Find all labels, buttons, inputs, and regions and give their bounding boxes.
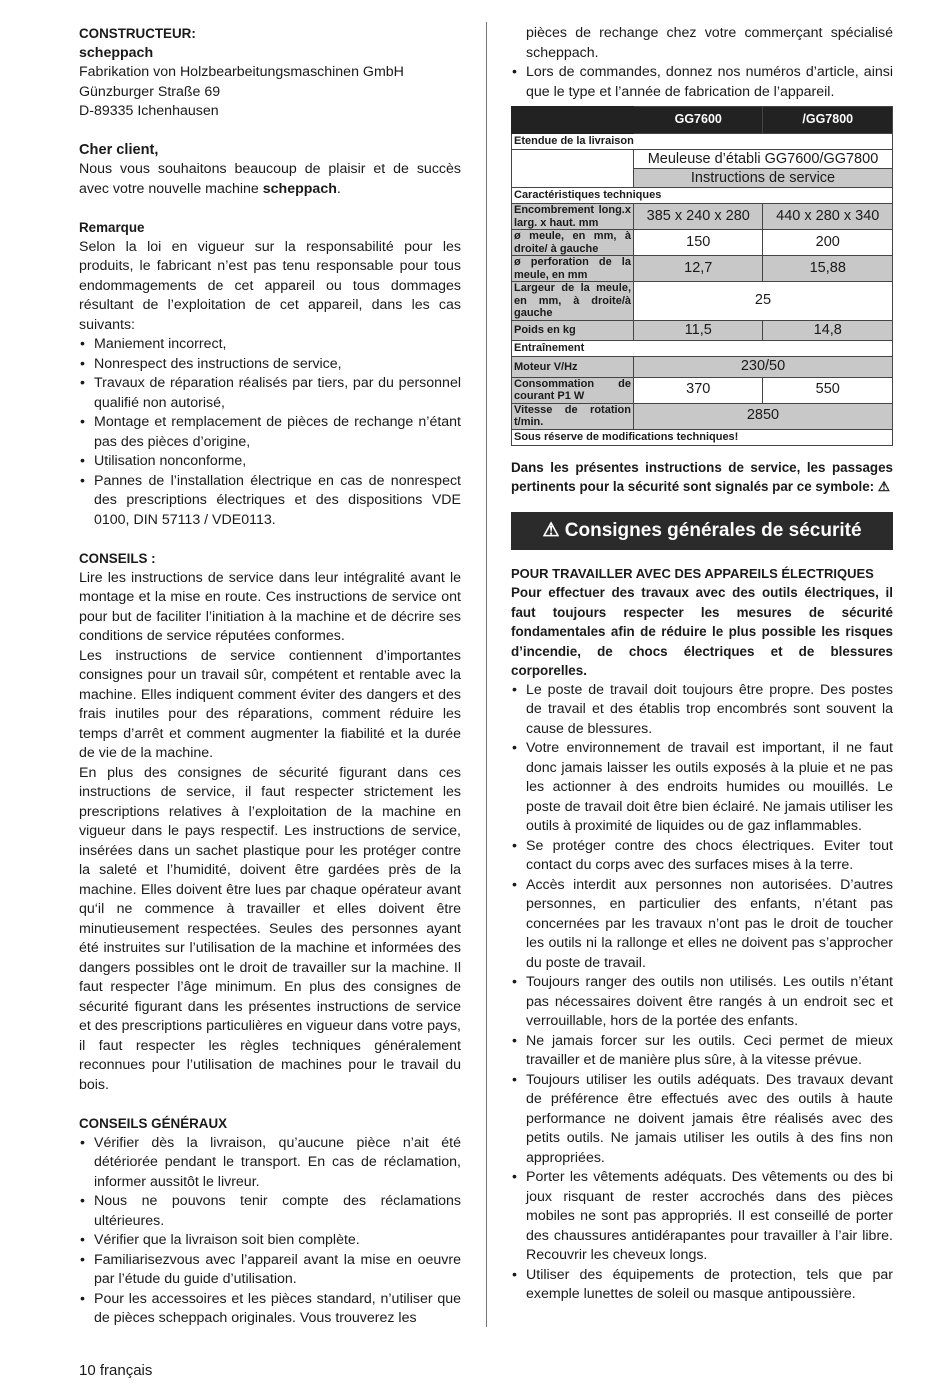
advice-paragraph-3: En plus des consignes de sécurité figurant dans ces instructions de service, il faut respecter strictement les prescriptions relatives à l’exploitation de la machine en vigueur dans le pays respectif. Les instructions de service, insérées dans un sachet plastique pour les protéger contre la saleté et l’humidité, doivent être gardées près de la machine. Elles doivent être lues par chaque opérateur avant qu‘il ne commence à travailler et elles doivent être minutieusement respectées. Seules des personnes ayant été instruites sur l’utilisation de la machine et informées des dangers possibles ont le droit de travailler sur la machine. Il faut respecter l’âge minimum. En plus des consignes de sécurité figurant dans les présentes instructions de service et des prescriptions particulières en vigueur dans votre pays, il faut respecter les règles techniques généralement reconnues pour l’utilisation de machines pour le travail du bois. bbox=[79, 764, 461, 1093]
list-item: • Travaux de réparation réalisés par tiers, par du personnel qualifié non autorisé, bbox=[79, 374, 461, 413]
list-item: • Nous ne pouvons tenir compte des réclamations ultérieures. bbox=[79, 1192, 461, 1231]
left-column bbox=[79, 24, 461, 1329]
value-speed: 2850 bbox=[634, 403, 893, 429]
right-column bbox=[511, 24, 893, 1305]
list-item: • Maniement incorrect, bbox=[79, 335, 461, 355]
greeting-heading: Cher client, bbox=[79, 141, 159, 158]
spec-table bbox=[511, 106, 893, 446]
row-label-bore: ø perforation de la meule, en mm bbox=[512, 256, 634, 282]
value-power-gg7800: 550 bbox=[763, 377, 893, 403]
constructor-brand: scheppach bbox=[79, 44, 154, 61]
value-wheel-width: 25 bbox=[634, 282, 893, 321]
list-item: • Toujours utiliser les outils adéquats. Des travaux devant de préférence être effectués avec des outils à haute performance ne doivent jamais être réalisés avec des petits outils. Ne jamais utiliser les outils à des fins non appropriées. bbox=[511, 1071, 893, 1169]
general-advice-heading: CONSEILS GÉNÉRAUX bbox=[79, 1116, 228, 1131]
row-label-speed: Vitesse de rotation t/min. bbox=[512, 403, 634, 429]
general-advice-list bbox=[79, 1134, 461, 1329]
list-item: • Vérifier que la livraison soit bien complète. bbox=[79, 1231, 461, 1251]
value-dimensions-gg7800: 440 x 280 x 340 bbox=[763, 204, 893, 230]
advice-paragraph-2: Les instructions de service contiennent d’importantes consignes pour un travail sûr, compétent et rentable avec la machine. Elles indiquent comment éviter des dangers et des frais inutiles pour des réparations, comment réduire les temps d’arrêt et comment augmenter la fiabilité et la durée de vie de la machine. bbox=[79, 647, 461, 761]
list-item: • Accès interdit aux personnes non autorisées. D’autres personnes, en particulier des enfants, n’étant pas concernées par les travaux n’ont pas le droit de toucher les outils ni la rallonge et elles ne doivent pas s’approcher du poste de travail. bbox=[511, 876, 893, 974]
electric-intro: Pour effectuer des travaux avec des outils électriques, il faut toujours respecter les mesures de sécurité fondamentales afin de réduire le plus possible les risques d’incendie, de chocs électriques et de blessures corporelles. bbox=[511, 585, 893, 678]
advice-paragraph-1: Lire les instructions de service dans leur intégralité avant le montage et la mise en route. Ces instructions de service ont pour but de faciliter l’initiation à la machine et de décrire ses conditions de service réputées conformes. bbox=[79, 569, 461, 644]
page-footer: 10 français bbox=[79, 1362, 153, 1379]
value-bore-gg7600: 12,7 bbox=[634, 256, 763, 282]
value-power-gg7600: 370 bbox=[634, 377, 763, 403]
list-item: • Porter les vêtements adéquats. Des vêtements ou des bi joux risquant de rester accrochés dans des pièces mobiles ne sont pas appropriés. Il est conseillé de porter des chaussures antidérapantes pour travailler à l’air libre. Recouvrir les cheveux longs. bbox=[511, 1168, 893, 1266]
delivery-machine: Meuleuse d’établi GG7600/GG7800 bbox=[634, 150, 893, 169]
list-item: • Familiarisezvous avec l’appareil avant la mise en oeuvre par l’étude du guide d’utilisation. bbox=[79, 1251, 461, 1290]
list-item: • Pour les accessoires et les pièces standard, n’utiliser que de pièces scheppach originales. Vous trouverez les bbox=[79, 1290, 461, 1329]
value-wheel-diameter-gg7800: 200 bbox=[763, 230, 893, 256]
list-item: • Votre environnement de travail est important, il ne faut donc jamais laisser les outils exposés à la pluie et ne pas les actionner à des endroits humides ou mouillés. Le poste de travail doit être bien éclairé. Ne jamais utiliser les outils à proximité de liquides ou de gaz inflammables. bbox=[511, 739, 893, 837]
safety-banner: ⚠ Consignes générales de sécurité bbox=[511, 512, 893, 550]
constructor-street: Günzburger Straße 69 bbox=[79, 83, 221, 100]
list-item: • Toujours ranger des outils non utilisés. Les outils n’étant pas nécessaires doivent être rangés à un endroit sec et verrouillable, hors de la portée des enfants. bbox=[511, 973, 893, 1032]
column-header-gg7800: /GG7800 bbox=[763, 107, 893, 134]
delivery-manual: Instructions de service bbox=[634, 169, 893, 188]
column-divider-left bbox=[486, 22, 487, 1327]
list-item: • Utiliser des équipements de protection, tels que par exemple lunettes de soleil ou masque antipoussière. bbox=[511, 1266, 893, 1305]
row-label-weight: Poids en kg bbox=[512, 320, 634, 341]
order-list bbox=[511, 63, 893, 102]
row-label-wheel-width: Largeur de la meule, en mm, à droite/à gauche bbox=[512, 282, 634, 321]
list-item: • Utilisation nonconforme, bbox=[79, 452, 461, 472]
electric-heading: POUR TRAVAILLER AVEC DES APPAREILS ÉLECTRIQUES bbox=[511, 565, 874, 581]
section-technical: Caractéristiques techniques bbox=[512, 188, 893, 204]
constructor-heading: CONSTRUCTEUR: bbox=[79, 26, 196, 41]
value-bore-gg7800: 15,88 bbox=[763, 256, 893, 282]
column-header-gg7600: GG7600 bbox=[634, 107, 763, 134]
table-corner bbox=[512, 107, 634, 134]
row-label-dimensions: Encombrement long.x larg. x haut. mm bbox=[512, 204, 634, 230]
remark-heading: Remarque bbox=[79, 220, 145, 235]
remark-text: Selon la loi en vigueur sur la responsabilité pour les produits, le fabricant n’est pas tenu responsable pour tous endommagements de cet appareil ou tous dommages résultant de l’exploitation de cet appareil, dans les cas suivants: bbox=[79, 238, 461, 333]
greeting-text: Nous vous souhaitons beaucoup de plaisir et de succès avec votre nouvelle machine scheppach. bbox=[79, 161, 461, 197]
advice-heading: CONSEILS : bbox=[79, 551, 156, 566]
electric-list bbox=[511, 681, 893, 1305]
list-item: • Ne jamais forcer sur les outils. Ceci permet de mieux travailler et de manière plus sûre, à la vitesse prévue. bbox=[511, 1032, 893, 1071]
constructor-company: Fabrikation von Holzbearbeitungsmaschinen GmbH bbox=[79, 64, 404, 80]
list-item: • Vérifier dès la livraison, qu’aucune pièce n’ait été détériorée pendant le transport. En cas de réclamation, informer aussitôt le livreur. bbox=[79, 1134, 461, 1193]
value-dimensions-gg7600: 385 x 240 x 280 bbox=[634, 204, 763, 230]
row-label-power: Consommation de courant P1 W bbox=[512, 377, 634, 403]
continued-text: pièces de rechange chez votre commerçant spécialisé scheppach. bbox=[526, 25, 893, 61]
list-item: • Le poste de travail doit toujours être propre. Des postes de travail et des établis trop encombrés sont souvent la cause de blessures. bbox=[511, 681, 893, 740]
section-drive: Entraînement bbox=[512, 341, 893, 357]
list-item: • Lors de commandes, donnez nos numéros d’article, ainsi que le type et l’année de fabrication de l’appareil. bbox=[511, 63, 893, 102]
remark-list bbox=[79, 335, 461, 530]
table-footnote: Sous réserve de modifications techniques! bbox=[512, 429, 893, 445]
row-label-wheel-diameter: ø meule, en mm, à droite/ à gauche bbox=[512, 230, 634, 256]
value-motor: 230/50 bbox=[634, 357, 893, 378]
list-item: • Pannes de l’installation électrique en cas de nonrespect des prescriptions électriques et des dispositions VDE 0100, DIN 57113 / VDE0113. bbox=[79, 472, 461, 531]
value-wheel-diameter-gg7600: 150 bbox=[634, 230, 763, 256]
value-weight-gg7800: 14,8 bbox=[763, 320, 893, 341]
list-item: • Nonrespect des instructions de service, bbox=[79, 355, 461, 375]
list-item: • Montage et remplacement de pièces de rechange n’étant pas des pièces d’origine, bbox=[79, 413, 461, 452]
constructor-city: D-89335 Ichenhausen bbox=[79, 103, 219, 119]
section-delivery: Etendue de la livraison bbox=[512, 134, 893, 150]
safety-symbol-note: Dans les présentes instructions de service, les passages pertinents pour la sécurité sont signalés par ce symbole: ⚠ bbox=[511, 459, 893, 494]
value-weight-gg7600: 11,5 bbox=[634, 320, 763, 341]
row-label-motor: Moteur V/Hz bbox=[512, 357, 634, 378]
list-item: • Se protéger contre des chocs électriques. Eviter tout contact du corps avec des surfaces mises à la terre. bbox=[511, 837, 893, 876]
